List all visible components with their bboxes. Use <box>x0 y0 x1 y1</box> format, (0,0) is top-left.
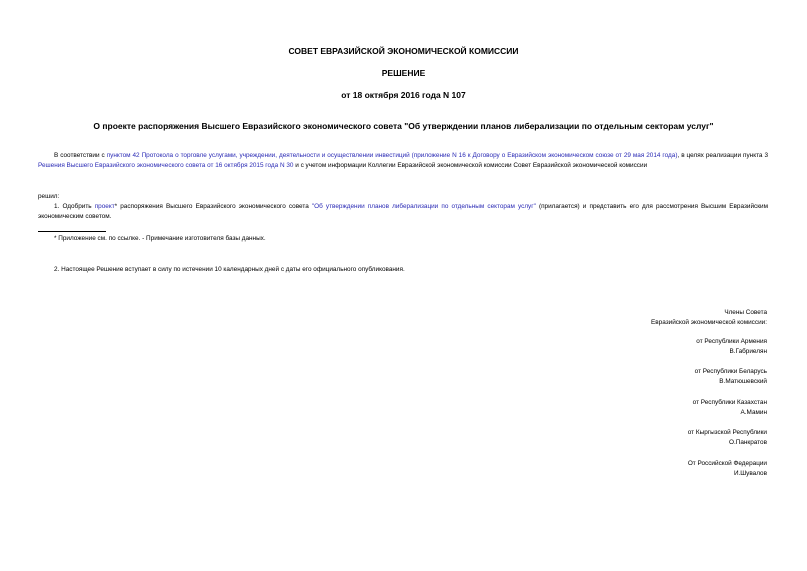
preamble-text-3: и с учетом информации Коллегии Евразийской экономической комиссии Совет Евразийской экономической комиссии <box>293 161 648 169</box>
council-members-block <box>507 308 767 328</box>
signer-country: от Республики Армения <box>696 338 767 345</box>
signer-country: от Республики Казахстан <box>692 399 767 406</box>
item-2-text: 2. Настоящее Решение вступает в силу по истечении 10 календарных дней с даты его официального опубликования. <box>54 266 405 273</box>
signer-country: от Кыргызской Республики <box>687 429 767 436</box>
document-subject: О проекте распоряжения Высшего Евразийского экономического совета "Об утверждении планов либерализации по отдельным секторам услуг" <box>93 121 714 131</box>
preamble-text-1: В соответствии с <box>54 152 107 159</box>
signer-name: О.Панкратов <box>729 439 767 446</box>
preamble-paragraph <box>38 151 768 170</box>
footnote-paragraph <box>38 234 768 244</box>
signer-name: И.Шувалов <box>733 470 767 477</box>
document-date-number: от 18 октября 2016 года N 107 <box>341 90 466 100</box>
footnote-divider <box>38 231 106 232</box>
item-1-text-2: * распоряжения Высшего Евразийского экономического совета <box>114 203 312 210</box>
preamble-text-2: , в целях реализации пункта 3 <box>677 152 769 159</box>
item-1-paragraph <box>38 202 768 221</box>
decided-label: решил: <box>38 193 60 200</box>
signature-block-russia <box>507 459 767 479</box>
signature-block-belarus <box>507 367 767 387</box>
members-line-2: Евразийской экономической комиссии: <box>651 319 767 326</box>
signer-name: В.Габриелян <box>729 348 767 355</box>
signer-name: В.Матюшевский <box>719 378 767 385</box>
protocol-link[interactable]: пунктом 42 Протокола о торговле услугами, учреждении, деятельности и осуществлении инвестиций (приложение N 16 к Договору о Евразийском экономическом союзе от 29 мая 2014 года) <box>106 152 678 159</box>
signer-name: А.Мамин <box>740 409 767 416</box>
signer-country: От Российской Федерации <box>687 460 767 467</box>
draft-link[interactable]: проект <box>94 203 115 210</box>
members-line-1: Члены Совета <box>724 309 767 316</box>
item-2-paragraph <box>38 265 768 275</box>
signature-block-armenia <box>507 337 767 357</box>
signature-block-kyrgyzstan <box>507 428 767 448</box>
liberalization-plans-link[interactable]: "Об утверждении планов либерализации по отдельным секторам услуг" <box>311 203 536 210</box>
item-1-text-3: (прилагается) и представить его для рассмотрения Высшим Евразийским экономическим советом. <box>38 203 768 220</box>
item-1-text-1: 1. Одобрить <box>54 203 95 210</box>
footnote-text: * Приложение см. по ссылке. - Примечание изготовителя базы данных. <box>54 235 266 242</box>
organization-title: СОВЕТ ЕВРАЗИЙСКОЙ ЭКОНОМИЧЕСКОЙ КОМИССИИ <box>288 46 519 56</box>
document-type: РЕШЕНИЕ <box>381 68 426 78</box>
decision-link[interactable]: Решения Высшего Евразийского экономического совета от 16 октября 2015 года N 30 <box>38 161 294 169</box>
signer-country: от Республики Беларусь <box>694 368 767 375</box>
signature-block-kazakhstan <box>507 398 767 418</box>
